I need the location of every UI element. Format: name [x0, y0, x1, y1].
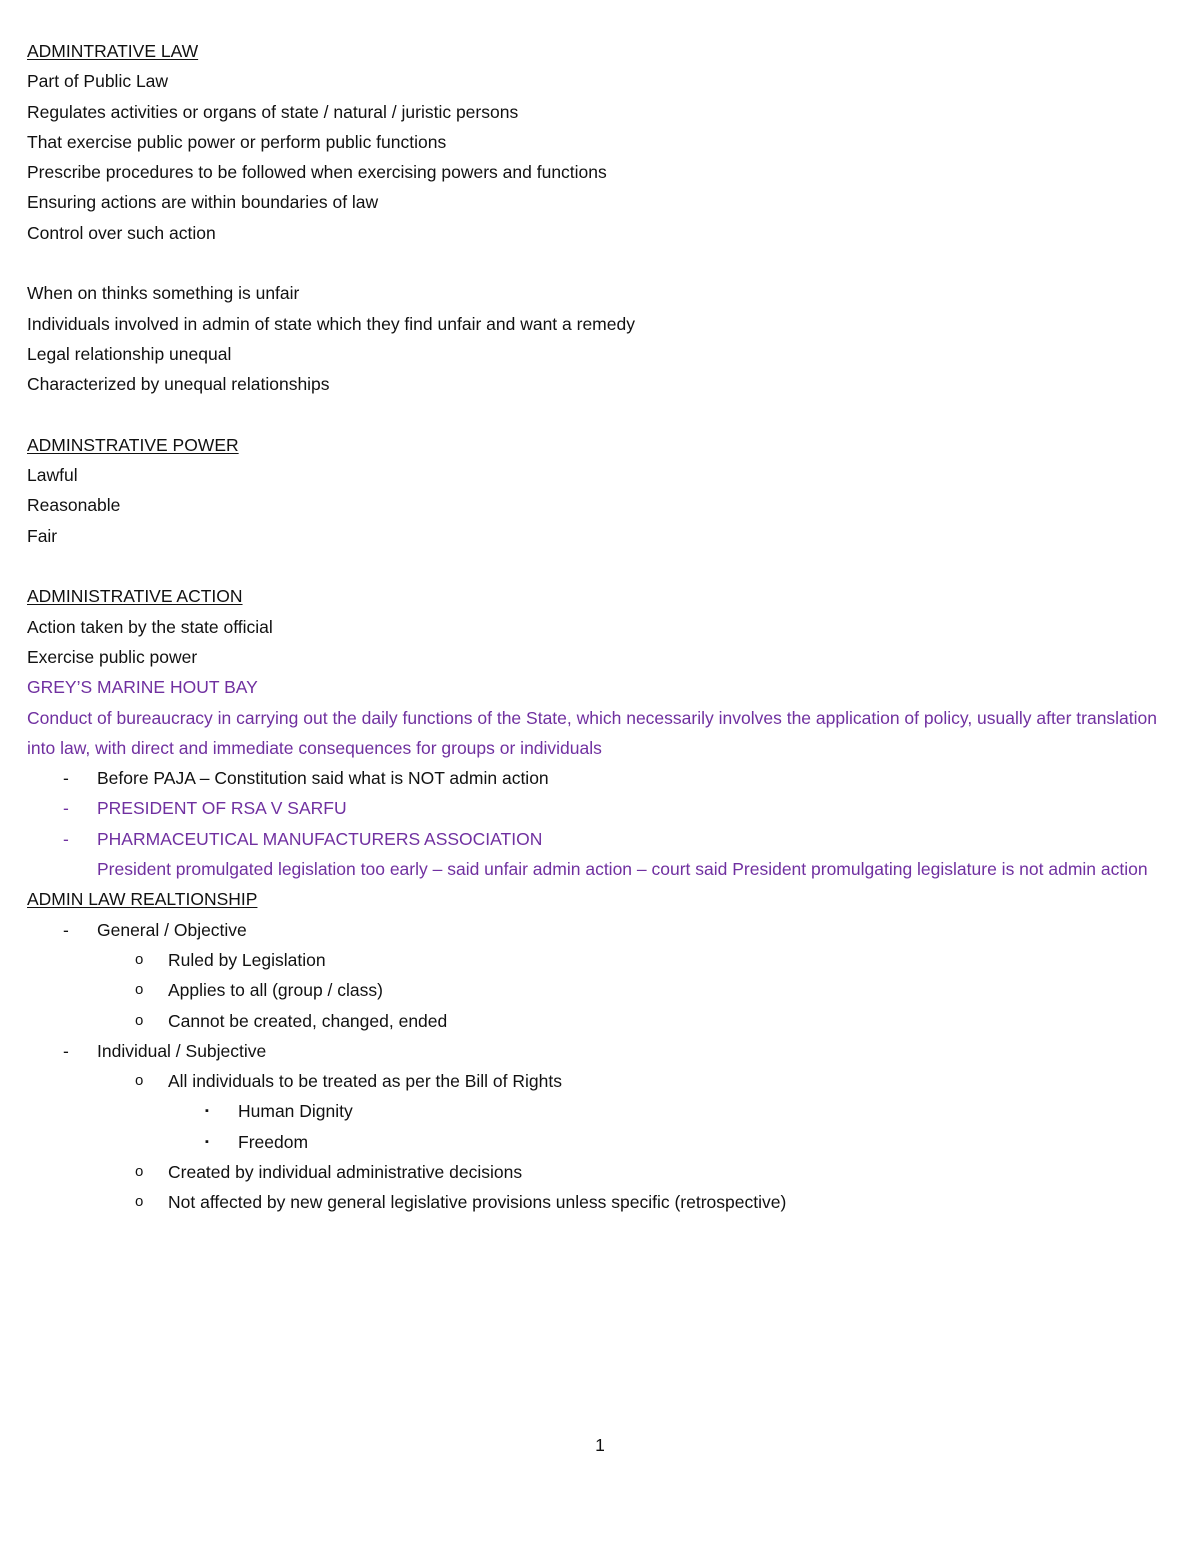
text-line: Exercise public power	[27, 646, 198, 667]
list-item-text: Before PAJA – Constitution said what is NOT admin action	[97, 768, 549, 789]
list-item-text: Not affected by new general legislative provisions unless specific (retrospective)	[168, 1192, 787, 1213]
text-line: Action taken by the state official	[27, 616, 273, 637]
square-bullet: ▪	[205, 1105, 209, 1118]
circle-bullet: o	[135, 950, 144, 968]
text-line: Lawful	[27, 465, 78, 486]
list-item	[27, 1096, 1177, 1126]
text-line: When on thinks something is unfair	[27, 283, 300, 304]
document-page	[27, 36, 1177, 1218]
text-line: Control over such action	[27, 222, 216, 243]
text-line: Individuals involved in admin of state which they find unfair and want a remedy	[27, 313, 635, 334]
dash-bullet: -	[63, 919, 69, 940]
square-bullet: ▪	[205, 1135, 209, 1148]
text-line: Part of Public Law	[27, 71, 169, 92]
text-line: Prescribe procedures to be followed when exercising powers and functions	[27, 162, 607, 183]
list-item	[27, 1036, 1177, 1066]
text-line: Characterized by unequal relationships	[27, 374, 330, 395]
list-item-text: General / Objective	[97, 919, 247, 940]
text-line: Ensuring actions are within boundaries of law	[27, 192, 379, 213]
text-line: Reasonable	[27, 495, 121, 516]
list-item-text: Human Dignity	[238, 1101, 353, 1122]
blank-line	[27, 400, 1177, 430]
text-line: That exercise public power or perform public functions	[27, 131, 447, 152]
case-quote: Conduct of bureaucracy in carrying out the daily functions of the State, which necessarily involves the application of policy, usually after translation into law, with direct and immediate consequences for groups or individuals	[27, 707, 1158, 758]
circle-bullet: o	[135, 1193, 144, 1211]
text-line: Fair	[27, 525, 58, 546]
list-item	[27, 915, 1177, 945]
case-name: PHARMACEUTICAL MANUFACTURERS ASSOCIATION	[97, 828, 543, 849]
case-title: GREY’S MARINE HOUT BAY	[27, 677, 258, 698]
list-item	[27, 1127, 1177, 1157]
list-item	[27, 1006, 1177, 1036]
case-summary: President promulgated legislation too early – said unfair admin action – court said President promulgating legislature is not admin action	[97, 859, 1148, 880]
list-item-text: Created by individual administrative decisions	[168, 1161, 523, 1182]
circle-bullet: o	[135, 1011, 144, 1029]
circle-bullet: o	[135, 1072, 144, 1090]
list-item	[27, 1187, 1177, 1217]
list-item	[27, 975, 1177, 1005]
list-item-text: Applies to all (group / class)	[168, 980, 383, 1001]
blank-line	[27, 551, 1177, 581]
list-item-text: Freedom	[238, 1131, 309, 1152]
list-item	[27, 824, 1177, 854]
heading-administrative-power: ADMINSTRATIVE POWER	[27, 434, 239, 455]
heading-administrative-law: ADMINTRATIVE LAW	[27, 41, 199, 61]
dash-bullet: -	[63, 798, 69, 819]
list-item-text: Individual / Subjective	[97, 1040, 267, 1061]
blank-line	[27, 248, 1177, 278]
case-name: PRESIDENT OF RSA V SARFU	[97, 798, 347, 819]
list-item-text: All individuals to be treated as per the Bill of Rights	[168, 1071, 562, 1092]
text-line: Legal relationship unequal	[27, 343, 232, 364]
list-item-text: Cannot be created, changed, ended	[168, 1010, 448, 1031]
text-line: Regulates activities or organs of state / natural / juristic persons	[27, 101, 519, 122]
dash-bullet: -	[63, 1040, 69, 1061]
page-number: 1	[595, 1435, 605, 1455]
dash-bullet: -	[63, 768, 69, 789]
circle-bullet: o	[135, 1162, 144, 1180]
heading-admin-law-relationship: ADMIN LAW REALTIONSHIP	[27, 889, 258, 910]
heading-administrative-action: ADMINISTRATIVE ACTION	[27, 586, 243, 607]
list-item	[27, 793, 1177, 823]
list-item	[27, 1066, 1177, 1096]
list-item	[27, 1157, 1177, 1187]
list-item	[27, 945, 1177, 975]
list-item	[27, 763, 1177, 793]
dash-bullet: -	[63, 828, 69, 849]
list-item-text: Ruled by Legislation	[168, 949, 326, 970]
circle-bullet: o	[135, 981, 144, 999]
